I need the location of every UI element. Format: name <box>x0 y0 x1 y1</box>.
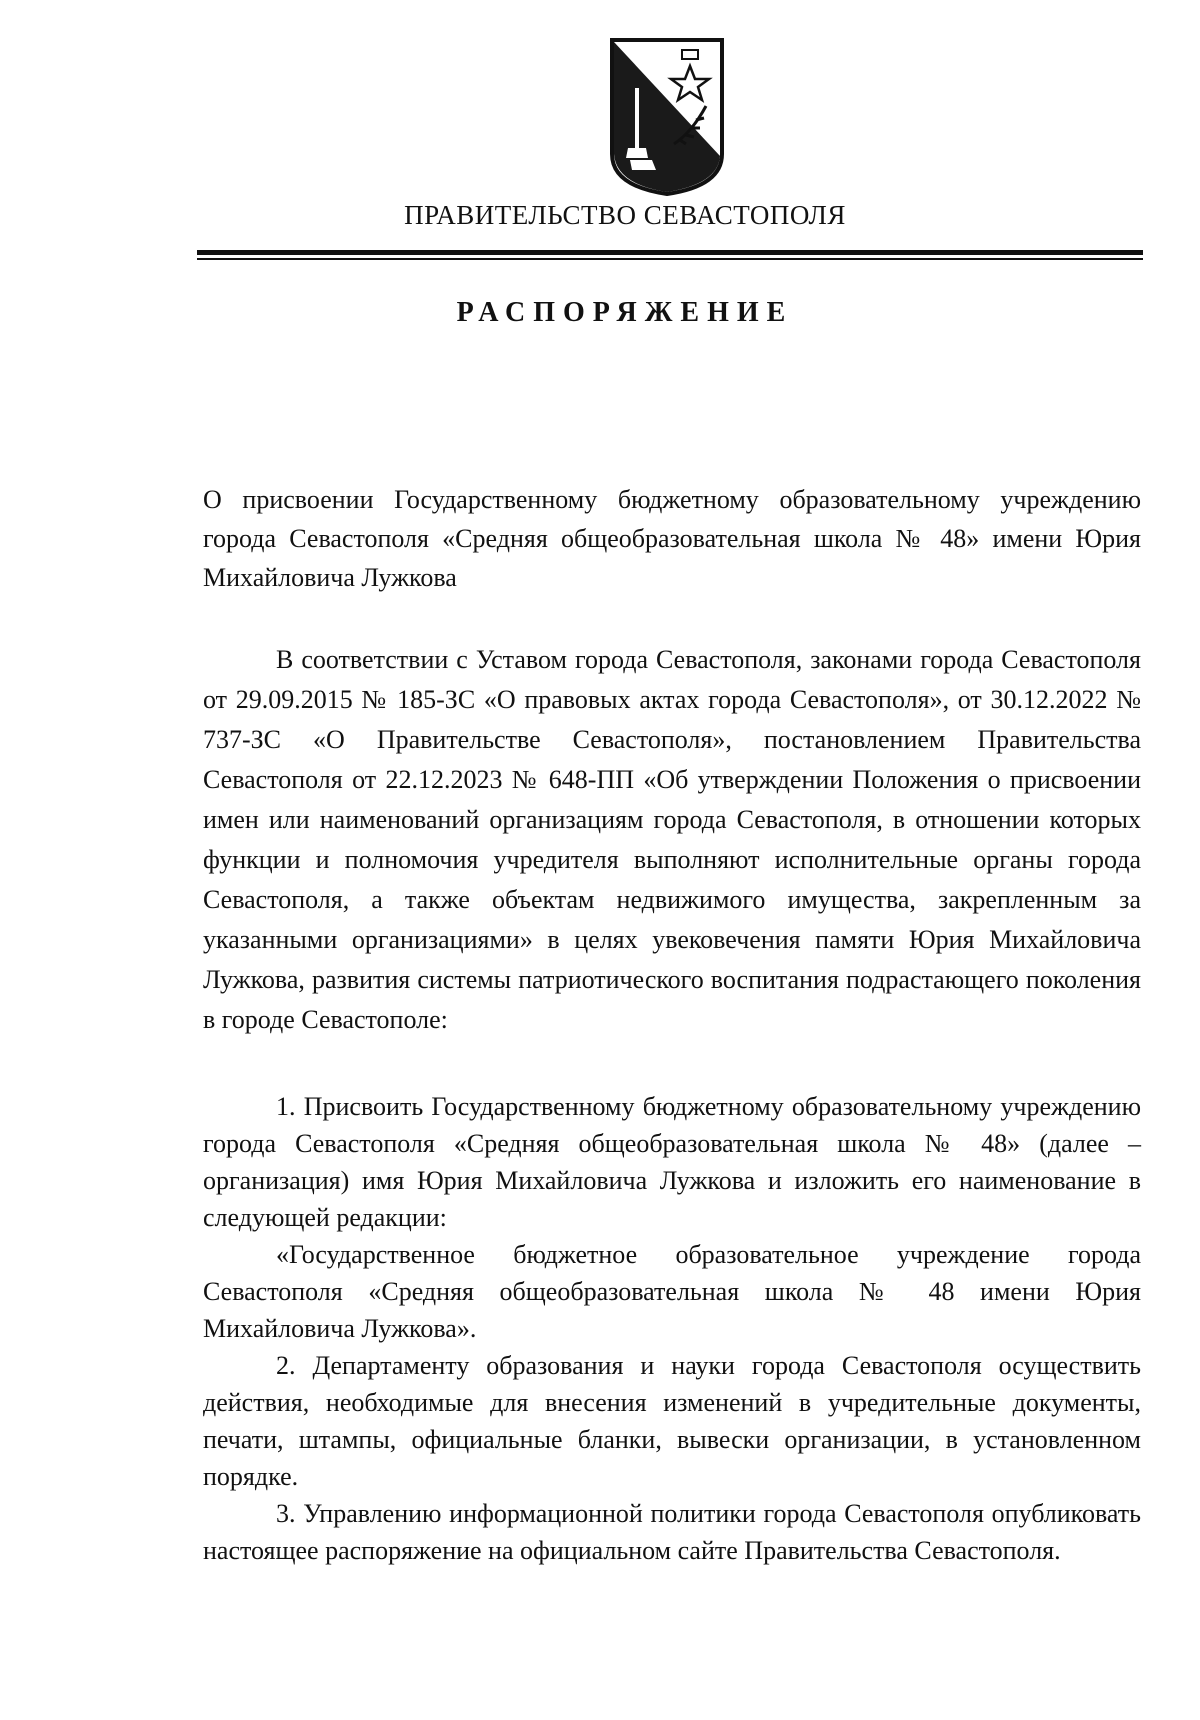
resolution-item: 1. Присвоить Государственному бюджетному образовательному учреждению города Севастополя «Средняя общеобразовательная школа № 48» (далее – организация) имя Юрия Михайловича Лужкова и изложить его наименование в следующей редакции: <box>203 1092 1141 1232</box>
header-rule-thin <box>197 258 1143 260</box>
resolution-items <box>203 1088 1141 1569</box>
resolution-item: «Государственное бюджетное образовательное учреждение города Севастополя «Средняя общеобразовательная школа № 48 имени Юрия Михайловича Лужкова». <box>203 1240 1141 1343</box>
preamble-paragraph: В соответствии с Уставом города Севастополя, законами города Севастополя от 29.09.2015 № 185-ЗС «О правовых актах города Севастополя», от 30.12.2022 № 737-ЗС «О Правительстве Севастополя», постановлением Правительства Севастополя от 22.12.2023 № 648-ПП «Об утверждении Положения о присвоении имен или наименований организациям города Севастополя, в отношении которых функции и полномочия учредителя выполняют исполнительные органы города Севастополя, а также объектам недвижимого имущества, закрепленным за указанными организациями» в целях увековечения памяти Юрия Михайловича Лужкова, развития системы патриотического воспитания подрастающего поколения в городе Севастополе: <box>203 645 1141 1034</box>
resolution-item: 3. Управлению информационной политики города Севастополя опубликовать настоящее распоряжение на официальном сайте Правительства Севастополя. <box>203 1499 1141 1565</box>
organization-title: ПРАВИТЕЛЬСТВО СЕВАСТОПОЛЯ <box>404 200 846 230</box>
document-subject: О присвоении Государственному бюджетному образовательному учреждению города Севастополя «Средняя общеобразовательная школа № 48» имени Юрия Михайловича Лужкова <box>203 485 1141 592</box>
resolution-item: 2. Департаменту образования и науки города Севастополя осуществить действия, необходимые для внесения изменений в учредительные документы, печати, штампы, официальные бланки, вывески организации, в установленном порядке. <box>203 1351 1141 1491</box>
sevastopol-emblem-icon <box>608 36 726 196</box>
document-type-title: РАСПОРЯЖЕНИЕ <box>456 297 794 328</box>
header-rule-thick <box>197 250 1143 255</box>
